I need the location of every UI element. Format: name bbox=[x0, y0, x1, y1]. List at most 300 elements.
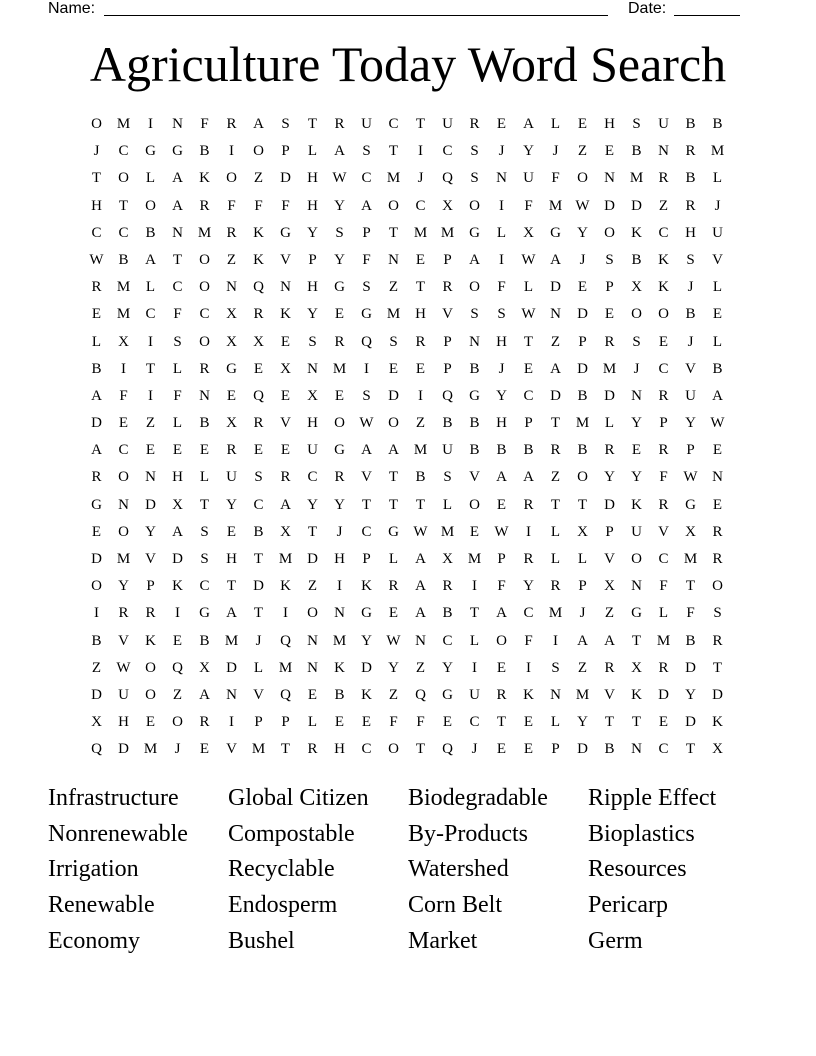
grid-letter: M bbox=[143, 741, 158, 758]
grid-letter: P bbox=[659, 415, 668, 432]
grid-letter: B bbox=[685, 632, 696, 649]
grid-letter: M bbox=[116, 279, 131, 296]
grid-letter: F bbox=[659, 578, 668, 595]
grid-letter: R bbox=[226, 224, 237, 241]
grid-letter: Q bbox=[361, 333, 372, 350]
word-list-item: Infrastructure bbox=[48, 785, 179, 811]
grid-letter: X bbox=[604, 578, 615, 595]
grid-letter: E bbox=[469, 523, 480, 540]
word-list-item: Watershed bbox=[408, 856, 509, 883]
grid-letter: Q bbox=[442, 170, 453, 187]
grid-letter: X bbox=[91, 714, 102, 731]
grid-letter: X bbox=[226, 415, 237, 432]
word-list-item: Nonrenewable bbox=[48, 820, 188, 847]
grid-letter: M bbox=[278, 659, 293, 676]
grid-letter: T bbox=[415, 496, 426, 513]
grid-letter: Y bbox=[118, 578, 129, 595]
grid-letter: Y bbox=[523, 578, 534, 595]
grid-letter: I bbox=[175, 605, 180, 622]
grid-letter: G bbox=[442, 686, 453, 703]
grid-letter: V bbox=[604, 686, 615, 703]
grid-letter: P bbox=[578, 578, 587, 595]
grid-letter: J bbox=[336, 523, 343, 540]
grid-letter: Z bbox=[415, 415, 426, 432]
grid-letter: F bbox=[389, 714, 398, 731]
grid-letter: V bbox=[145, 551, 156, 567]
grid-letter: O bbox=[658, 306, 669, 323]
grid-letter: A bbox=[496, 605, 507, 622]
grid-letter: Z bbox=[550, 333, 561, 350]
grid-letter: J bbox=[552, 143, 559, 160]
grid-letter: E bbox=[712, 442, 723, 459]
grid-letter: A bbox=[496, 469, 507, 486]
grid-letter: M bbox=[386, 306, 401, 323]
grid-letter: B bbox=[118, 251, 129, 268]
grid-letter: G bbox=[172, 143, 183, 160]
grid-letter: O bbox=[469, 279, 480, 296]
grid-letter: W bbox=[116, 659, 131, 676]
grid-letter: P bbox=[362, 224, 371, 241]
grid-letter: Z bbox=[577, 143, 588, 160]
grid-letter: K bbox=[361, 686, 372, 703]
grid-letter: O bbox=[199, 251, 210, 268]
grid-letter: D bbox=[577, 360, 588, 377]
grid-letter: T bbox=[415, 116, 426, 132]
grid-letter: L bbox=[469, 632, 480, 649]
grid-letter: K bbox=[145, 632, 156, 649]
grid-letter: D bbox=[307, 551, 318, 567]
grid-letter: S bbox=[254, 469, 263, 486]
grid-letter: D bbox=[604, 387, 615, 404]
grid-letter: A bbox=[361, 442, 372, 459]
grid-letter: S bbox=[281, 116, 290, 132]
grid-letter: S bbox=[308, 333, 317, 350]
grid-letter: R bbox=[199, 197, 210, 214]
grid-letter: S bbox=[335, 224, 344, 241]
grid-letter: B bbox=[577, 442, 588, 459]
grid-letter: R bbox=[91, 469, 102, 486]
grid-letter: I bbox=[499, 251, 504, 268]
grid-letter: L bbox=[496, 224, 507, 241]
grid-letter: K bbox=[334, 659, 345, 676]
grid-letter: P bbox=[443, 333, 452, 350]
grid-letter: N bbox=[226, 279, 237, 296]
grid-letter: G bbox=[199, 605, 210, 622]
grid-letter: M bbox=[575, 415, 590, 432]
grid-letter: U bbox=[226, 469, 237, 486]
grid-letter: X bbox=[577, 523, 588, 540]
grid-letter: G bbox=[226, 360, 237, 377]
grid-letter: V bbox=[226, 741, 237, 758]
grid-letter: Y bbox=[577, 714, 588, 731]
grid-letter: M bbox=[548, 605, 563, 622]
grid-letter: M bbox=[251, 741, 266, 758]
grid-letter: Y bbox=[523, 143, 534, 160]
grid-letter: P bbox=[281, 714, 290, 731]
date-blank-line bbox=[674, 15, 740, 16]
grid-letter: Y bbox=[334, 197, 345, 214]
grid-letter: C bbox=[307, 469, 318, 486]
grid-letter: O bbox=[91, 578, 102, 595]
grid-letter: F bbox=[551, 170, 560, 187]
grid-letter: G bbox=[388, 523, 399, 540]
grid-letter: V bbox=[658, 523, 669, 540]
grid-letter: P bbox=[362, 551, 371, 567]
grid-letter: C bbox=[415, 197, 426, 214]
grid-letter: D bbox=[658, 686, 669, 703]
grid-letter: T bbox=[361, 496, 372, 513]
grid-letter: I bbox=[148, 387, 153, 404]
grid-letter: C bbox=[658, 360, 669, 377]
grid-letter: A bbox=[91, 442, 102, 459]
grid-letter: W bbox=[521, 306, 536, 323]
grid-letter: I bbox=[472, 659, 477, 676]
grid-letter: U bbox=[631, 523, 642, 540]
grid-letter: M bbox=[386, 170, 401, 187]
grid-letter: P bbox=[497, 551, 506, 567]
grid-letter: D bbox=[550, 279, 561, 296]
grid-letter: X bbox=[118, 333, 129, 350]
grid-letter: X bbox=[631, 659, 642, 676]
grid-letter: T bbox=[604, 714, 615, 731]
grid-letter: N bbox=[658, 143, 669, 160]
grid-letter: Y bbox=[226, 496, 237, 513]
grid-letter: O bbox=[226, 170, 237, 187]
grid-letter: Y bbox=[388, 659, 399, 676]
grid-letter: E bbox=[199, 442, 210, 459]
grid-letter: L bbox=[712, 279, 723, 296]
grid-letter: X bbox=[280, 360, 291, 377]
grid-letter: P bbox=[443, 360, 452, 377]
word-list-item: Irrigation bbox=[48, 856, 139, 883]
grid-letter: X bbox=[442, 551, 453, 567]
date-label: Date: bbox=[628, 0, 667, 17]
grid-letter: Y bbox=[631, 415, 642, 432]
grid-letter: K bbox=[658, 279, 669, 296]
grid-letter: Z bbox=[550, 469, 561, 486]
grid-letter: A bbox=[172, 523, 183, 540]
grid-letter: M bbox=[197, 224, 212, 241]
grid-letter: F bbox=[497, 578, 506, 595]
grid-letter: T bbox=[253, 605, 264, 622]
grid-letter: X bbox=[280, 523, 291, 540]
grid-letter: A bbox=[253, 116, 264, 132]
grid-letter: L bbox=[199, 469, 210, 486]
grid-letter: D bbox=[280, 170, 291, 187]
grid-letter: R bbox=[604, 333, 615, 350]
grid-letter: S bbox=[470, 170, 479, 187]
grid-letter: L bbox=[604, 415, 615, 432]
grid-letter: E bbox=[712, 496, 723, 513]
grid-letter: C bbox=[361, 170, 372, 187]
grid-letter: Y bbox=[685, 415, 696, 432]
grid-letter: R bbox=[334, 469, 345, 486]
grid-letter: Y bbox=[307, 306, 318, 323]
grid-letter: E bbox=[118, 415, 129, 432]
grid-letter: M bbox=[116, 551, 131, 567]
grid-letter: R bbox=[145, 605, 156, 622]
grid-letter: Y bbox=[307, 496, 318, 513]
grid-letter: N bbox=[172, 224, 183, 241]
grid-letter: E bbox=[172, 442, 183, 459]
grid-letter: U bbox=[523, 170, 534, 187]
grid-letter: S bbox=[362, 143, 371, 160]
grid-letter: L bbox=[145, 279, 156, 296]
grid-letter: K bbox=[631, 686, 642, 703]
grid-letter: N bbox=[496, 170, 507, 187]
grid-letter: V bbox=[442, 306, 453, 323]
grid-letter: E bbox=[442, 714, 453, 731]
grid-letter: N bbox=[415, 632, 426, 649]
grid-letter: R bbox=[604, 442, 615, 459]
grid-letter: T bbox=[523, 333, 534, 350]
grid-letter: S bbox=[200, 523, 209, 540]
grid-letter: X bbox=[172, 496, 183, 513]
page-title: Agriculture Today Word Search bbox=[89, 36, 727, 92]
word-list bbox=[48, 781, 768, 959]
grid-letter: Y bbox=[496, 387, 507, 404]
grid-letter: G bbox=[631, 605, 642, 622]
grid-letter: B bbox=[712, 116, 723, 132]
grid-letter: Q bbox=[442, 741, 453, 758]
grid-letter: L bbox=[172, 360, 183, 377]
grid-letter: I bbox=[283, 605, 288, 622]
grid-letter: Y bbox=[442, 659, 453, 676]
grid-letter: T bbox=[685, 741, 696, 758]
grid-letter: N bbox=[631, 578, 642, 595]
grid-letter: W bbox=[89, 251, 104, 268]
grid-letter: K bbox=[280, 306, 291, 323]
grid-letter: Z bbox=[388, 279, 399, 296]
grid-letter: W bbox=[521, 251, 536, 268]
grid-letter: H bbox=[496, 333, 507, 350]
grid-letter: V bbox=[361, 469, 372, 486]
grid-letter: B bbox=[523, 442, 534, 459]
grid-letter: F bbox=[497, 279, 506, 296]
grid-letter: E bbox=[496, 741, 507, 758]
grid-letter: L bbox=[307, 714, 318, 731]
grid-letter: L bbox=[550, 714, 561, 731]
grid-letter: G bbox=[334, 279, 345, 296]
grid-letter: R bbox=[118, 605, 129, 622]
grid-letter: B bbox=[334, 686, 345, 703]
word-list-item: Pericarp bbox=[588, 892, 668, 919]
grid-letter: T bbox=[712, 659, 723, 676]
grid-letter: A bbox=[550, 251, 561, 268]
grid-letter: M bbox=[413, 442, 428, 459]
grid-letter: E bbox=[361, 714, 372, 731]
grid-letter: L bbox=[388, 551, 399, 567]
grid-letter: E bbox=[631, 442, 642, 459]
grid-letter: E bbox=[145, 714, 156, 731]
grid-letter: H bbox=[334, 741, 345, 758]
grid-letter: T bbox=[415, 741, 426, 758]
name-label: Name: bbox=[48, 0, 96, 17]
grid-letter: D bbox=[604, 496, 615, 513]
grid-letter: N bbox=[550, 686, 561, 703]
grid-letter: E bbox=[91, 523, 102, 540]
grid-letter: H bbox=[307, 415, 318, 432]
grid-letter: D bbox=[631, 197, 642, 214]
grid-letter: R bbox=[307, 741, 318, 758]
grid-letter: R bbox=[280, 469, 291, 486]
grid-letter: T bbox=[415, 279, 426, 296]
grid-letter: T bbox=[550, 496, 561, 513]
grid-letter: C bbox=[172, 279, 183, 296]
grid-letter: R bbox=[604, 659, 615, 676]
grid-letter: T bbox=[145, 360, 156, 377]
grid-letter: Y bbox=[334, 496, 345, 513]
grid-letter: B bbox=[199, 143, 210, 160]
grid-letter: A bbox=[361, 197, 372, 214]
grid-letter: X bbox=[712, 741, 723, 758]
grid-letter: Y bbox=[334, 251, 345, 268]
grid-letter: R bbox=[658, 496, 669, 513]
grid-letter: H bbox=[685, 224, 696, 241]
grid-letter: E bbox=[280, 333, 291, 350]
grid-letter: R bbox=[550, 442, 561, 459]
grid-letter: A bbox=[145, 251, 156, 268]
grid-letter: L bbox=[658, 605, 669, 622]
grid-letter: D bbox=[577, 306, 588, 323]
grid-letter: O bbox=[145, 197, 156, 214]
grid-letter: E bbox=[577, 279, 588, 296]
word-list-item: Economy bbox=[48, 927, 140, 954]
grid-letter: W bbox=[575, 197, 590, 214]
grid-letter: E bbox=[253, 360, 264, 377]
grid-letter: R bbox=[658, 170, 669, 187]
grid-letter: Y bbox=[685, 686, 696, 703]
grid-letter: Z bbox=[172, 686, 183, 703]
grid-letter: P bbox=[551, 741, 560, 758]
grid-letter: Q bbox=[253, 387, 264, 404]
word-list-item: Recyclable bbox=[228, 856, 335, 883]
grid-letter: O bbox=[334, 415, 345, 432]
grid-letter: E bbox=[334, 306, 345, 323]
grid-letter: I bbox=[364, 360, 369, 377]
grid-letter: M bbox=[683, 551, 698, 567]
grid-letter: E bbox=[334, 714, 345, 731]
grid-letter: T bbox=[388, 224, 399, 241]
header-row bbox=[0, 0, 816, 22]
grid-letter: R bbox=[523, 496, 534, 513]
grid-letter: N bbox=[226, 686, 237, 703]
grid-letter: C bbox=[118, 143, 129, 160]
grid-letter: O bbox=[118, 523, 129, 540]
grid-letter: E bbox=[172, 632, 183, 649]
grid-letter: M bbox=[332, 632, 347, 649]
grid-letter: Q bbox=[91, 741, 102, 758]
grid-letter: G bbox=[550, 224, 561, 241]
grid-letter: W bbox=[413, 523, 428, 540]
word-list-item: Resources bbox=[588, 856, 687, 883]
grid-letter: O bbox=[604, 224, 615, 241]
grid-letter: S bbox=[362, 279, 371, 296]
grid-letter: X bbox=[523, 224, 534, 241]
grid-letter: S bbox=[470, 143, 479, 160]
grid-letter: M bbox=[440, 523, 455, 540]
grid-letter: U bbox=[442, 116, 453, 132]
grid-letter: R bbox=[334, 333, 345, 350]
grid-letter: V bbox=[469, 469, 480, 486]
grid-letter: N bbox=[469, 333, 480, 350]
grid-letter: M bbox=[467, 551, 482, 567]
grid-letter: I bbox=[94, 605, 99, 622]
grid-letter: T bbox=[550, 415, 561, 432]
grid-letter: T bbox=[685, 578, 696, 595]
grid-letter: G bbox=[280, 224, 291, 241]
grid-letter: D bbox=[172, 551, 183, 567]
grid-letter: J bbox=[471, 741, 478, 758]
grid-letter: X bbox=[253, 333, 264, 350]
grid-letter: W bbox=[386, 632, 401, 649]
grid-letter: B bbox=[712, 360, 723, 377]
word-list-item: Bioplastics bbox=[588, 820, 695, 847]
grid-letter: D bbox=[388, 387, 399, 404]
grid-letter: V bbox=[118, 632, 129, 649]
grid-letter: H bbox=[172, 469, 183, 486]
grid-letter: N bbox=[631, 741, 642, 758]
grid-letter: H bbox=[91, 197, 102, 214]
grid-letter: M bbox=[116, 116, 131, 132]
word-list-item: By-Products bbox=[408, 820, 528, 847]
grid-letter: C bbox=[442, 632, 453, 649]
grid-letter: K bbox=[631, 224, 642, 241]
grid-letter: H bbox=[604, 116, 615, 132]
grid-letter: R bbox=[685, 197, 696, 214]
grid-letter: V bbox=[685, 360, 696, 377]
grid-letter: O bbox=[712, 578, 723, 595]
grid-letter: O bbox=[631, 551, 642, 567]
grid-letter: G bbox=[145, 143, 156, 160]
grid-letter: Z bbox=[253, 170, 264, 187]
grid-letter: P bbox=[605, 523, 614, 540]
grid-letter: I bbox=[148, 116, 153, 132]
grid-letter: E bbox=[496, 496, 507, 513]
grid-letter: T bbox=[388, 496, 399, 513]
grid-letter: A bbox=[334, 143, 345, 160]
grid-letter: K bbox=[280, 578, 291, 595]
grid-letter: Z bbox=[226, 251, 237, 268]
grid-letter: L bbox=[550, 116, 561, 132]
grid-letter: D bbox=[91, 686, 102, 703]
grid-letter: P bbox=[443, 251, 452, 268]
grid-letter: S bbox=[173, 333, 182, 350]
grid-letter: L bbox=[712, 170, 723, 187]
grid-letter: R bbox=[226, 116, 237, 132]
grid-letter: C bbox=[361, 741, 372, 758]
grid-letter: Z bbox=[604, 605, 615, 622]
grid-letter: R bbox=[253, 306, 264, 323]
grid-letter: A bbox=[388, 442, 399, 459]
grid-letter: K bbox=[712, 714, 723, 731]
grid-letter: X bbox=[226, 333, 237, 350]
grid-letter: I bbox=[337, 578, 342, 595]
grid-letter: C bbox=[145, 306, 156, 323]
grid-letter: B bbox=[631, 251, 642, 268]
grid-letter: R bbox=[712, 551, 723, 567]
grid-letter: R bbox=[658, 442, 669, 459]
grid-letter: N bbox=[307, 632, 318, 649]
grid-letter: R bbox=[658, 387, 669, 404]
grid-letter: T bbox=[91, 170, 102, 187]
grid-letter: T bbox=[118, 197, 129, 214]
grid-letter: M bbox=[332, 360, 347, 377]
grid-letter: C bbox=[199, 578, 210, 595]
grid-letter: O bbox=[577, 170, 588, 187]
grid-letter: K bbox=[361, 578, 372, 595]
grid-letter: O bbox=[91, 116, 102, 132]
